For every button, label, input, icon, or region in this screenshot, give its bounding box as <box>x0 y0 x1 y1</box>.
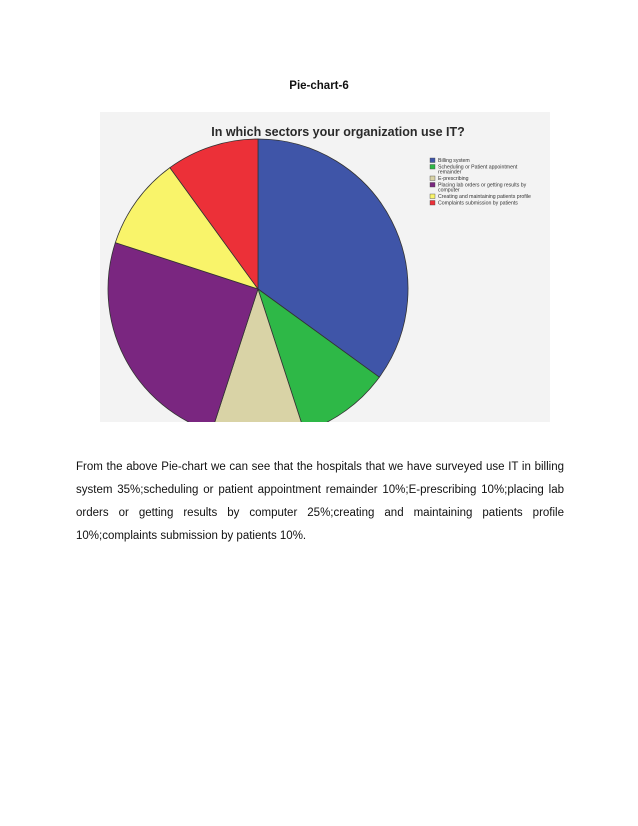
legend-label-1-1: Billing system <box>438 158 470 164</box>
legend-swatch-3 <box>430 176 435 181</box>
legend-swatch-6 <box>430 201 435 206</box>
legend-label-4-1: Placing lab orders or getting results by <box>438 182 527 189</box>
legend-label-2-2: remainder <box>438 169 462 176</box>
pie-slices <box>108 139 408 422</box>
chart-legend <box>430 158 531 207</box>
legend-swatch-4 <box>430 183 435 188</box>
legend-swatch-5 <box>430 194 435 199</box>
pie-chart <box>100 112 550 422</box>
legend-label-4-2: computer <box>438 187 460 194</box>
legend-label-6-1: Complaints submission by patients <box>438 200 518 207</box>
chart-title: In which sectors your organization use IT? <box>211 125 465 139</box>
legend-label-2-1: Scheduling or Patient appointment <box>438 164 518 171</box>
summary-paragraph: From the above Pie-chart we can see that the hospitals that we have surveyed use IT in billing system 35%;scheduling or patient appointment remainder 10%;E-prescribing 10%;placing lab orders or getting results by computer 25%;creating and maintaining patients profile 10%;complaints submission by patients 10%. <box>76 461 564 542</box>
pie-chart-figure <box>100 112 550 422</box>
page-heading: Pie-chart-6 <box>289 80 349 92</box>
legend-label-5-1: Creating and maintaining patients profile <box>438 194 531 200</box>
legend-swatch-2 <box>430 165 435 170</box>
legend-label-3-1: E-prescribing <box>438 176 469 182</box>
legend-swatch-1 <box>430 158 435 163</box>
